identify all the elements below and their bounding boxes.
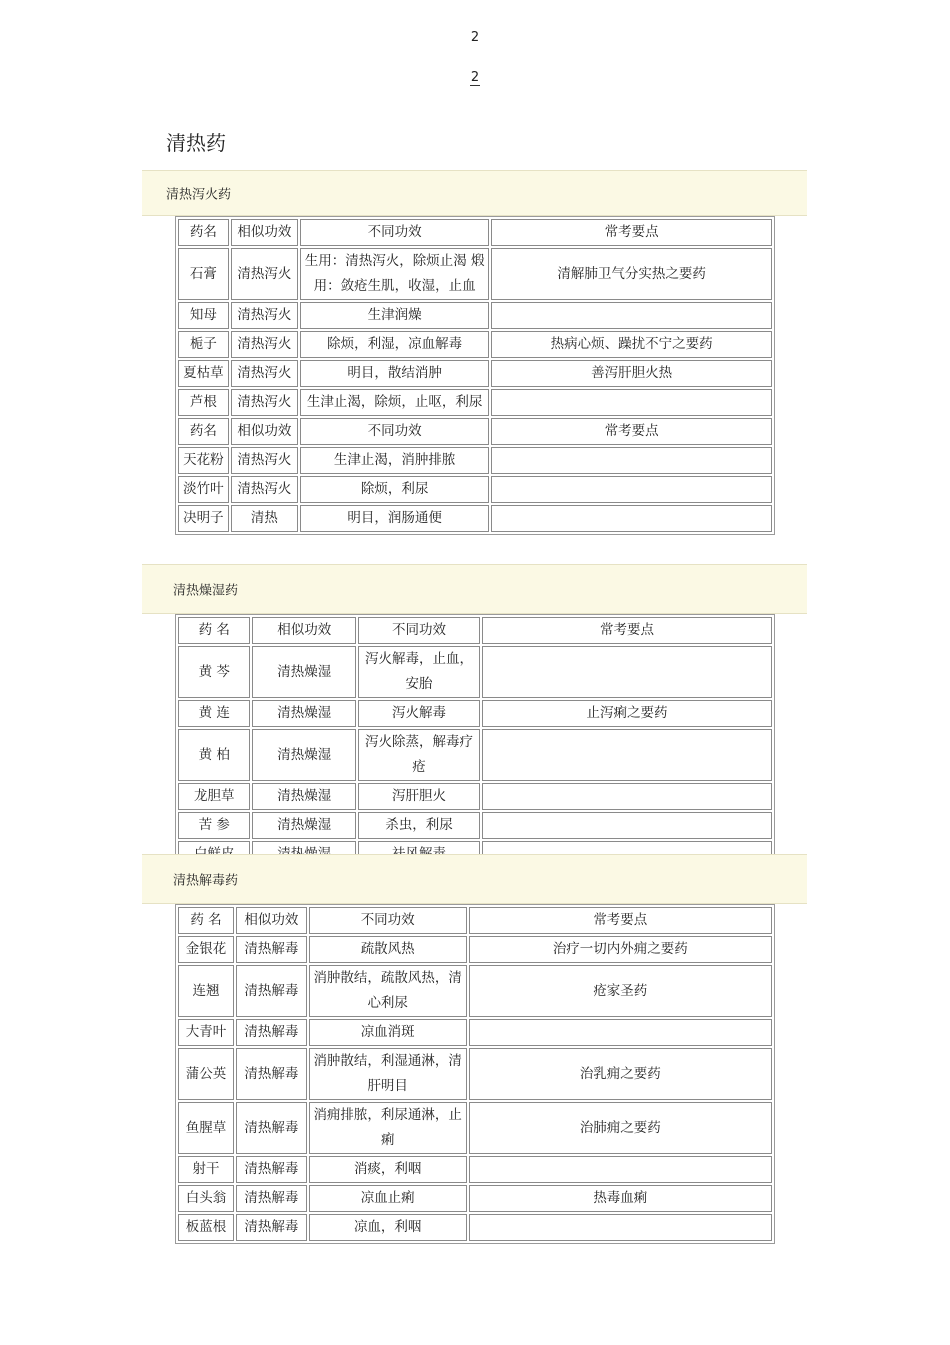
- page-title: 清热药: [166, 131, 226, 155]
- exam-point: 治疗一切内外痈之要药: [469, 936, 772, 963]
- exam-point: [482, 812, 772, 839]
- exam-point: [469, 1156, 772, 1183]
- different-effect: 明目，散结消肿: [300, 360, 489, 387]
- different-effect: 消肿散结，利湿通淋，清肝明目: [309, 1048, 467, 1100]
- herb-name: 栀子: [178, 331, 229, 358]
- table-row: [178, 418, 772, 445]
- header-cell: 不同功效: [358, 617, 480, 644]
- header-cell: 药名: [178, 418, 229, 445]
- table-row: [178, 447, 772, 474]
- section-title: 清热泻火药: [166, 187, 232, 203]
- table-row: [178, 1102, 772, 1154]
- similar-effect: 清热解毒: [236, 1048, 307, 1100]
- exam-point: [491, 476, 772, 503]
- table-header-row: [178, 219, 772, 246]
- different-effect: 消痰，利咽: [309, 1156, 467, 1183]
- header-cell: 常考要点: [491, 219, 772, 246]
- different-effect: 生用：清热泻火，除烦止渴 煅用：敛疮生肌，收湿，止血: [300, 248, 489, 300]
- herb-name: 射干: [178, 1156, 234, 1183]
- different-effect: 泻火除蒸，解毒疗疮: [358, 729, 480, 781]
- exam-point: [482, 783, 772, 810]
- herb-name: 夏枯草: [178, 360, 229, 387]
- similar-effect: 清热解毒: [236, 936, 307, 963]
- table-row: [178, 302, 772, 329]
- table-qingre-jiedu: [175, 904, 775, 1244]
- page-number-top: 2: [470, 30, 480, 45]
- exam-point: 清解肺卫气分实热之要药: [491, 248, 772, 300]
- similar-effect: 清热解毒: [236, 1185, 307, 1212]
- herb-name: 白头翁: [178, 1185, 234, 1212]
- table-row: [178, 812, 772, 839]
- similar-effect: 清热泻火: [231, 248, 298, 300]
- table-header-row: [178, 617, 772, 644]
- exam-point: [491, 302, 772, 329]
- header-cell: 药 名: [178, 907, 234, 934]
- herb-name: 蒲公英: [178, 1048, 234, 1100]
- similar-effect: 清热燥湿: [252, 783, 356, 810]
- header-cell: 不同功效: [309, 907, 467, 934]
- similar-effect: 清热泻火: [231, 447, 298, 474]
- table-qingre-zaoshi: [175, 614, 775, 871]
- header-cell: 常考要点: [469, 907, 772, 934]
- herb-name: 石膏: [178, 248, 229, 300]
- table-row: [178, 360, 772, 387]
- table-header-row: [178, 907, 772, 934]
- exam-point: 治肺痈之要药: [469, 1102, 772, 1154]
- exam-point: [469, 1019, 772, 1046]
- exam-point: 善泻肝胆火热: [491, 360, 772, 387]
- exam-point: [482, 646, 772, 698]
- similar-effect: 清热解毒: [236, 1102, 307, 1154]
- header-cell: 常考要点: [491, 418, 772, 445]
- herb-name: 决明子: [178, 505, 229, 532]
- similar-effect: 清热解毒: [236, 965, 307, 1017]
- table-row: [178, 505, 772, 532]
- exam-point: 热毒血痢: [469, 1185, 772, 1212]
- table-row: [178, 700, 772, 727]
- herb-name: 连翘: [178, 965, 234, 1017]
- header-cell: 相似功效: [231, 418, 298, 445]
- similar-effect: 清热燥湿: [252, 700, 356, 727]
- similar-effect: 清热: [231, 505, 298, 532]
- exam-point: 止泻痢之要药: [482, 700, 772, 727]
- different-effect: 泻火解毒，止血，安胎: [358, 646, 480, 698]
- different-effect: 杀虫，利尿: [358, 812, 480, 839]
- table-row: [178, 1048, 772, 1100]
- herb-name: 金银花: [178, 936, 234, 963]
- exam-point: 热病心烦、躁扰不宁之要药: [491, 331, 772, 358]
- exam-point: 治乳痈之要药: [469, 1048, 772, 1100]
- section-band-qingre-xiehuo: [142, 170, 807, 216]
- exam-point: 疮家圣药: [469, 965, 772, 1017]
- herb-name: 芦根: [178, 389, 229, 416]
- header-cell: 相似功效: [236, 907, 307, 934]
- table-row: [178, 248, 772, 300]
- herb-name: 黄 连: [178, 700, 250, 727]
- table-row: [178, 965, 772, 1017]
- table-row: [178, 389, 772, 416]
- table-row: [178, 646, 772, 698]
- exam-point: [482, 729, 772, 781]
- similar-effect: 清热解毒: [236, 1214, 307, 1241]
- herb-name: 苦 参: [178, 812, 250, 839]
- different-effect: 明目，润肠通便: [300, 505, 489, 532]
- similar-effect: 清热解毒: [236, 1019, 307, 1046]
- different-effect: 生津止渴，消肿排脓: [300, 447, 489, 474]
- different-effect: 疏散风热: [309, 936, 467, 963]
- header-cell: 常考要点: [482, 617, 772, 644]
- exam-point: [491, 447, 772, 474]
- different-effect: 除烦，利湿，凉血解毒: [300, 331, 489, 358]
- different-effect: 凉血，利咽: [309, 1214, 467, 1241]
- table-row: [178, 476, 772, 503]
- similar-effect: 清热解毒: [236, 1156, 307, 1183]
- different-effect: 泻火解毒: [358, 700, 480, 727]
- different-effect: 生津润燥: [300, 302, 489, 329]
- different-effect: 除烦，利尿: [300, 476, 489, 503]
- section-title: 清热燥湿药: [173, 583, 239, 599]
- header-cell: 不同功效: [300, 418, 489, 445]
- table-row: [178, 1214, 772, 1241]
- table-row: [178, 331, 772, 358]
- table-row: [178, 729, 772, 781]
- herb-name: 知母: [178, 302, 229, 329]
- page-number-mid-text: 2: [470, 70, 480, 85]
- table-row: [178, 1019, 772, 1046]
- similar-effect: 清热燥湿: [252, 646, 356, 698]
- section-band-qingre-jiedu: [142, 854, 807, 904]
- page-number-mid: [0, 70, 950, 85]
- herb-name: 淡竹叶: [178, 476, 229, 503]
- section-title: 清热解毒药: [173, 873, 239, 889]
- table-row: [178, 1156, 772, 1183]
- different-effect: 泻肝胆火: [358, 783, 480, 810]
- herb-name: 板蓝根: [178, 1214, 234, 1241]
- table-qingre-xiehuo: [175, 216, 775, 535]
- herb-name: 鱼腥草: [178, 1102, 234, 1154]
- herb-name: 大青叶: [178, 1019, 234, 1046]
- header-cell: 药 名: [178, 617, 250, 644]
- table-row: [178, 936, 772, 963]
- different-effect: 凉血止痢: [309, 1185, 467, 1212]
- section-band-qingre-zaoshi: [142, 564, 807, 614]
- similar-effect: 清热泻火: [231, 476, 298, 503]
- different-effect: 消肿散结，疏散风热，清心利尿: [309, 965, 467, 1017]
- similar-effect: 清热泻火: [231, 302, 298, 329]
- similar-effect: 清热泻火: [231, 331, 298, 358]
- header-cell: 不同功效: [300, 219, 489, 246]
- herb-name: 龙胆草: [178, 783, 250, 810]
- herb-name: 天花粉: [178, 447, 229, 474]
- herb-name: 黄 芩: [178, 646, 250, 698]
- different-effect: 生津止渴，除烦，止呕，利尿: [300, 389, 489, 416]
- exam-point: [491, 389, 772, 416]
- similar-effect: 清热燥湿: [252, 729, 356, 781]
- table-row: [178, 783, 772, 810]
- different-effect: 凉血消斑: [309, 1019, 467, 1046]
- header-cell: 相似功效: [231, 219, 298, 246]
- similar-effect: 清热泻火: [231, 360, 298, 387]
- exam-point: [469, 1214, 772, 1241]
- exam-point: [491, 505, 772, 532]
- table-row: [178, 1185, 772, 1212]
- header-cell: 药名: [178, 219, 229, 246]
- different-effect: 消痈排脓，利尿通淋，止痢: [309, 1102, 467, 1154]
- header-cell: 相似功效: [252, 617, 356, 644]
- similar-effect: 清热燥湿: [252, 812, 356, 839]
- similar-effect: 清热泻火: [231, 389, 298, 416]
- herb-name: 黄 柏: [178, 729, 250, 781]
